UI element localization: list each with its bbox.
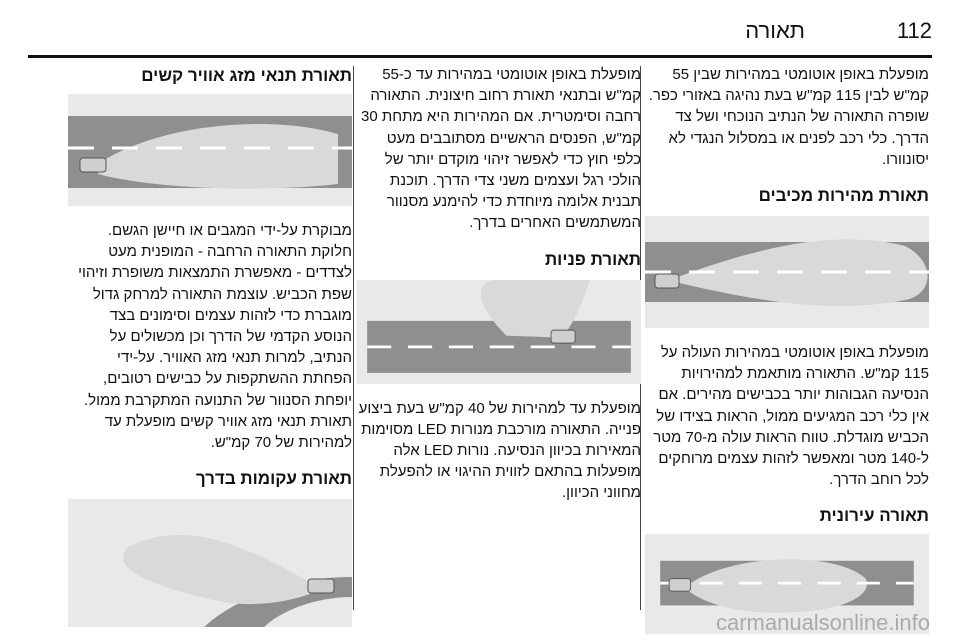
curve-light-figure: [68, 499, 352, 627]
paragraph-cornering-light: מופעלת עד למהירות של 40 קמ"ש בעת ביצוע פנייה. התאורה מורכבת מנורות LED מסוימות המאירות בכיוון הנסיעה. נורות LED אלה מופעלות בהתאם לזווית ההיגוי או להפעלת מחווני הכיוון.: [358, 399, 641, 502]
heading-adverse-weather-light: תאורת תנאי מזג אוויר קשים: [141, 66, 352, 85]
adverse-weather-light-figure: [68, 94, 352, 206]
motorway-light-figure: [645, 216, 929, 328]
paragraph-city-light: מופעלת באופן אוטומטי במהירות עד כ-55 קמ"ש ובתנאי תאורת רחוב חיצונית. התאורה רחבה וסימטרית. אם המהירות היא מתחת 30 קמ"ש, הפנסים הראשיים מסתובבים מעט כלפי חוץ כדי לאפשר זיהוי מוקדם יותר של הולכי רגל ועצמים משני צדי הדרך. תוכנת תבנית אלומה מיוחדת כדי להימנע מסנוור המשתמשים האחרים בדרך.: [361, 66, 641, 232]
column-left: [68, 64, 352, 627]
heading-motorway-light: תאורת מהירות מכיבים: [758, 186, 929, 206]
column-middle: [357, 64, 641, 504]
page-header: [0, 0, 960, 60]
paragraph-motorway-light: מופעלת באופן אוטומטי במהירות העולה על 115 קמ"ש. התאורה מותאמת למהירויות הנסיעה הגבוהות יותר בכבישים מהירים. אם אין כלי רכב המגיעים ממול, הראות בצידו של הכביש מוגדלת. טווח הראות עולה מ-70 מטר ל-140 מטר ומאפשר לזהות עצמים מרוחקים לכל רוחב הדרך.: [653, 344, 929, 489]
paragraph-country-light: מופעלת באופן אוטומטי במהירות שבין 55 קמ"ש לבין 115 קמ"ש בעת נהיגה באזורי כפר. שופרה התאורה של הנתיב הנוכחי ושל צד הדרך. כלי רכב לפנים או במסלול הנגדי לא יסונוורו.: [648, 66, 929, 168]
heading-town-light: תאורה עירונית: [819, 506, 929, 526]
header-rule: [28, 55, 932, 58]
watermark: carmanualsonline.info: [715, 610, 930, 635]
heading-cornering-light: תאורת פניות: [544, 249, 641, 269]
heading-curve-light: תאורת עקומות בדרך: [195, 469, 352, 489]
column-divider: [353, 66, 354, 610]
cornering-light-figure: [357, 280, 641, 384]
page-number: 112: [896, 18, 932, 43]
page-title: תאורה: [745, 18, 805, 43]
column-right: [645, 64, 929, 634]
paragraph-adverse-weather-light: מבוקרת על-ידי המגבים או חיישן הגשם. חלוקת התאורה הרחבה - המופנית מעט לצדדים - מאפשרת התמצאות משופרת וזיהוי שפת הכביש. עוצמת התאורה למרחק גדול מוגברת כדי לזהות עצמים וסימונים בצד הנוסע הקדמי של הדרך וכן מכשולים על הנתיב, למרות תנאי מזג האוויר. על-ידי הפחתת ההשתקפות על כבישים רטובים, יופחת הסנוור של התנועה המתקרבת ממול. תאורת תנאי מזג אוויר קשים מופעלת עד למהירות של 70 קמ"ש.: [78, 222, 352, 452]
